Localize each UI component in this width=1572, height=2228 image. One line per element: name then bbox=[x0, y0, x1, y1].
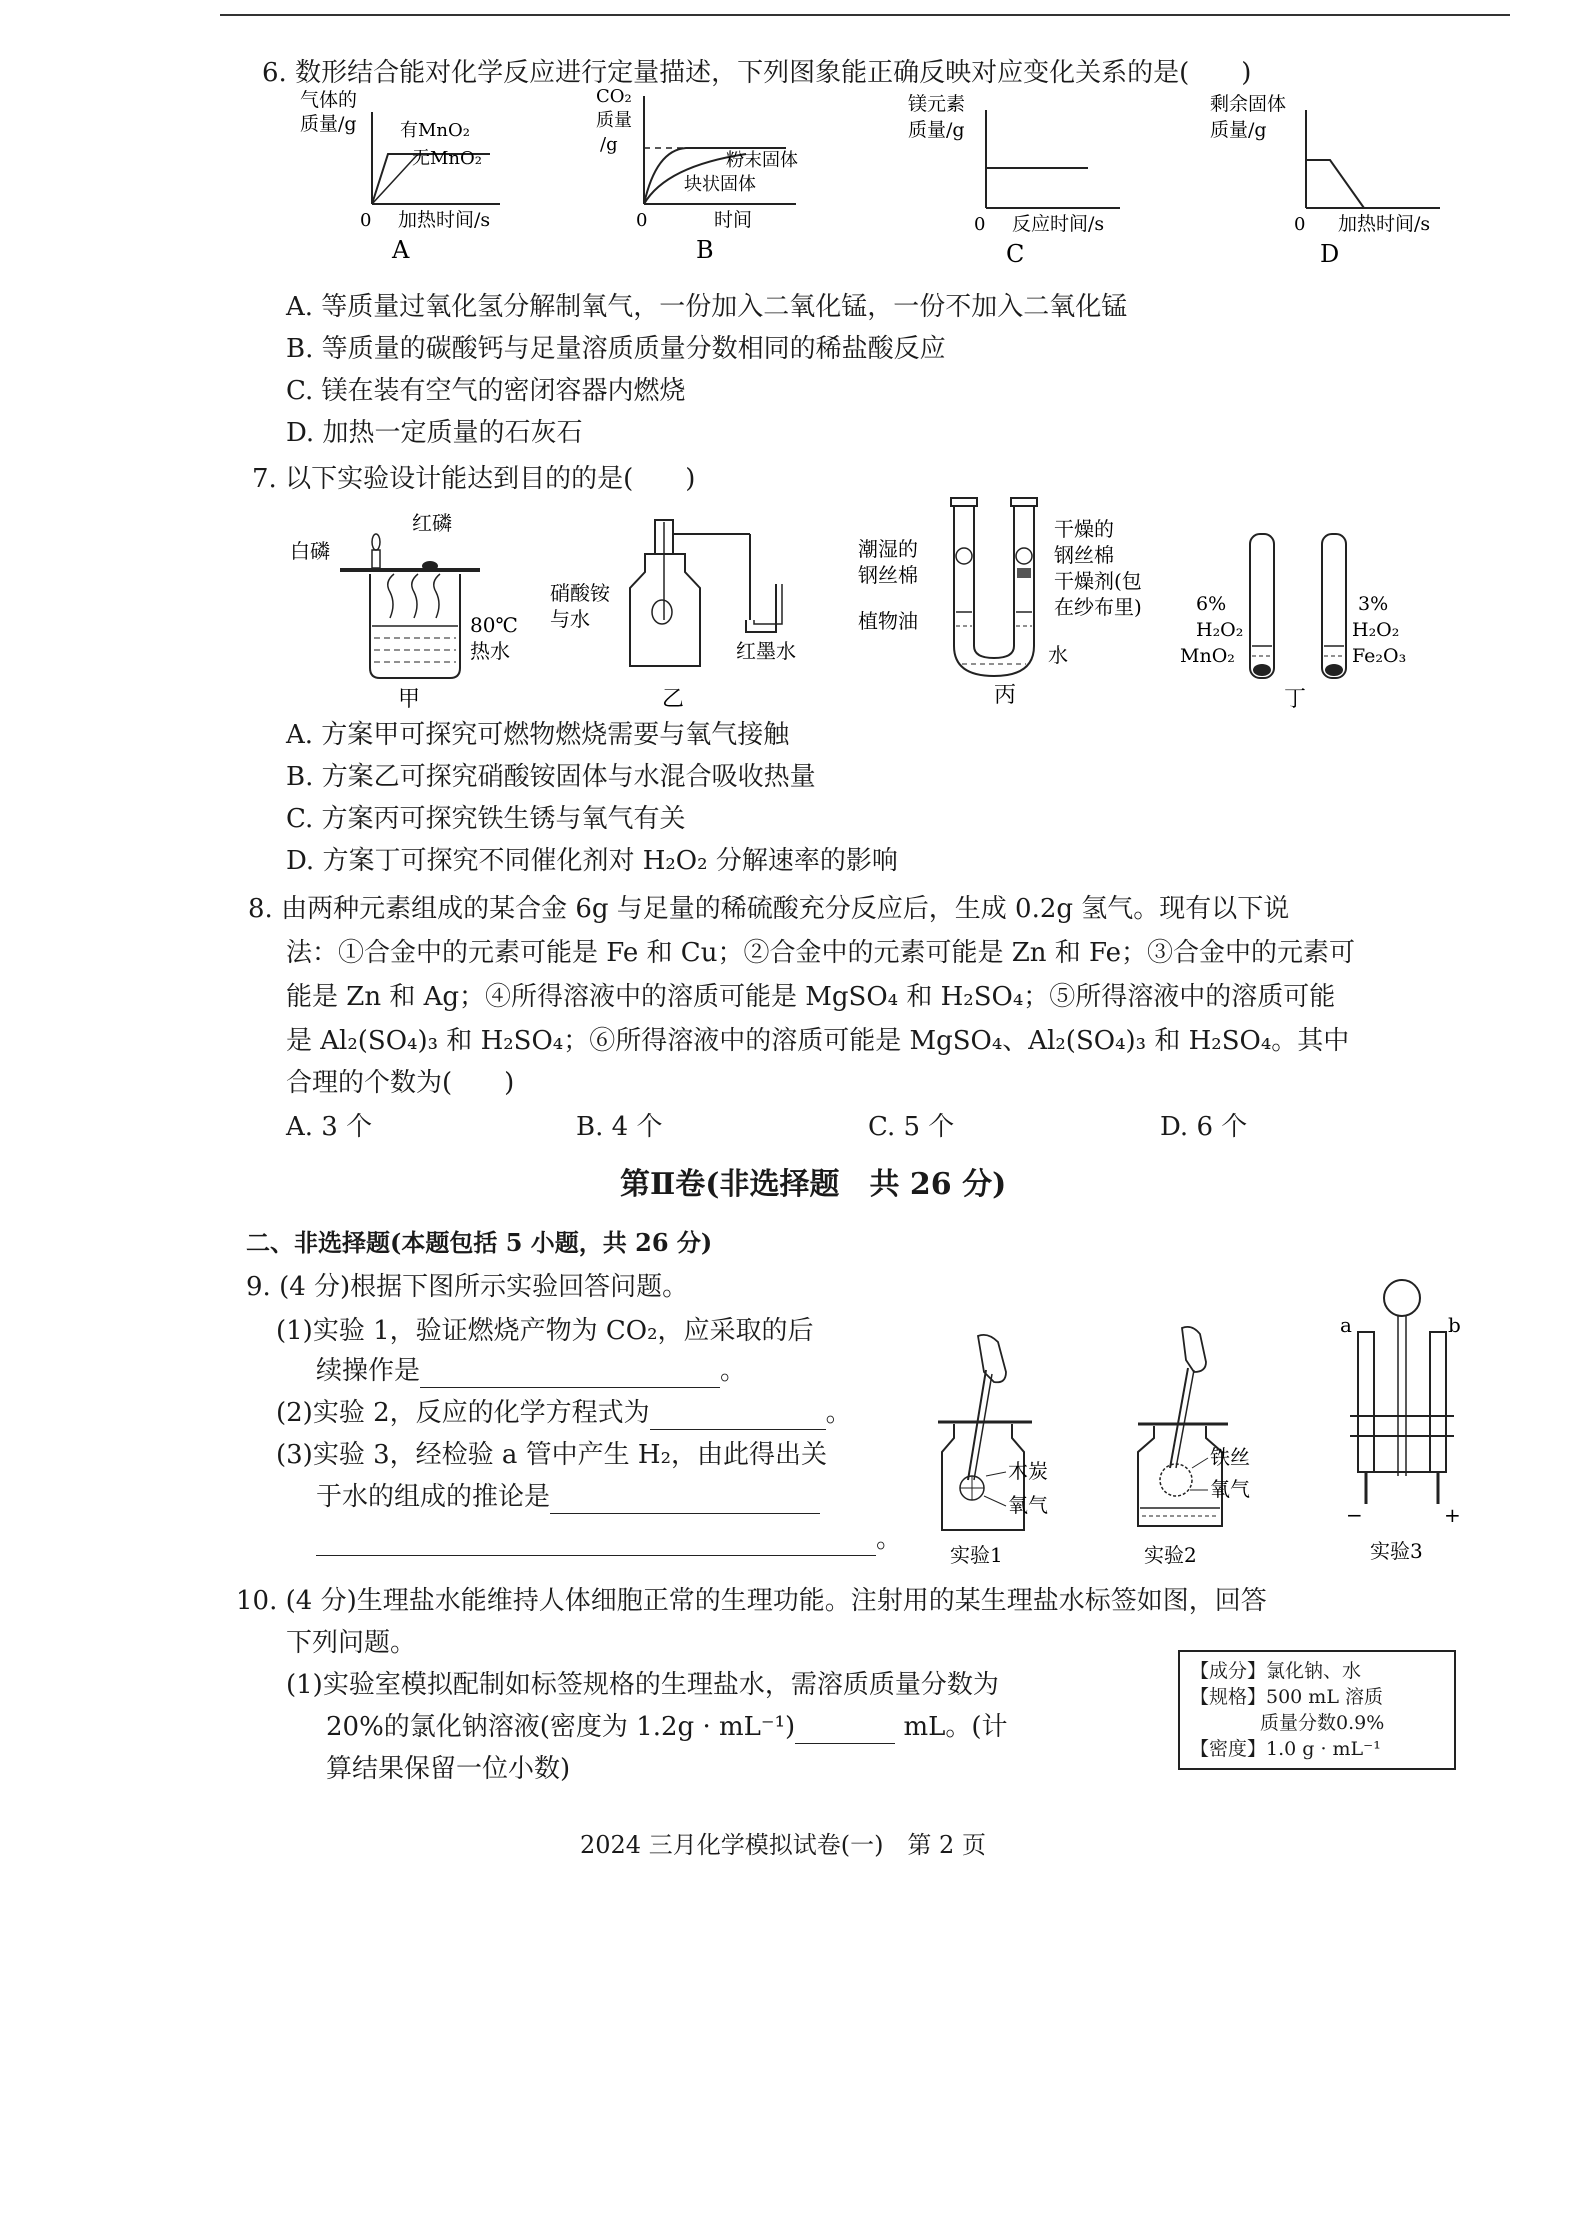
q7-option-c: C. 方案丙可探究铁生锈与氧气有关 bbox=[286, 804, 686, 834]
fig-bing-label1: 潮湿的 bbox=[858, 537, 918, 561]
q8-line2: 法：①合金中的元素可能是 Fe 和 Cu；②合金中的元素可能是 Zn 和 Fe；③合金中的元素可 bbox=[286, 938, 1356, 968]
saline-label-row1: 【成分】氯化钠、水 bbox=[1190, 1660, 1362, 1682]
exp3-label-plus: + bbox=[1444, 1503, 1461, 1527]
q8-line5: 合理的个数为( ) bbox=[286, 1068, 515, 1098]
graph-c-origin: 0 bbox=[974, 214, 986, 235]
q8-line1: 8. 由两种元素组成的某合金 6g 与足量的稀硫酸充分反应后，生成 0.2g 氢气。现有以下说 bbox=[248, 894, 1290, 924]
graph-b bbox=[596, 86, 856, 262]
exp2-name: 实验2 bbox=[1144, 1543, 1197, 1567]
q9-answer3b-blank[interactable] bbox=[316, 1529, 876, 1556]
exp3-label-minus: − bbox=[1346, 1503, 1363, 1527]
graph-a-xlabel: 加热时间/s bbox=[398, 209, 491, 231]
q9-part3c-end: 。 bbox=[876, 1524, 903, 1554]
q9-part1b bbox=[316, 1354, 746, 1388]
exp2-label2: 氧气 bbox=[1210, 1477, 1250, 1501]
graph-d-xlabel: 加热时间/s bbox=[1338, 213, 1431, 235]
graph-a-letter: A bbox=[392, 236, 410, 264]
fig-ding-label1: 6% bbox=[1196, 593, 1227, 615]
q8-option-a: A. 3 个 bbox=[286, 1112, 373, 1142]
fig-bing-label2: 钢丝棉 bbox=[858, 563, 918, 587]
graph-b-curve1: 粉末固体 bbox=[726, 150, 798, 171]
section-title: 第Ⅱ卷(非选择题 共 26 分) bbox=[620, 1167, 1007, 1202]
top-rule bbox=[220, 14, 1510, 16]
q6-option-c: C. 镁在装有空气的密闭容器内燃烧 bbox=[286, 376, 686, 406]
graph-d bbox=[1210, 93, 1460, 268]
graph-d-letter: D bbox=[1320, 240, 1340, 268]
q9-answer1-blank[interactable] bbox=[420, 1361, 720, 1388]
exp1-label1: 木炭 bbox=[1008, 1459, 1048, 1483]
fig-yi-label3: 红墨水 bbox=[736, 639, 796, 663]
graph-c-xlabel: 反应时间/s bbox=[1012, 213, 1105, 235]
fig-yi bbox=[550, 508, 800, 712]
fig-jia-label3: 80℃ bbox=[470, 613, 518, 637]
fig-bing-name: 丙 bbox=[994, 683, 1017, 708]
graph-b-ylabel3: /g bbox=[600, 134, 618, 155]
q9-part1b-end: 。 bbox=[720, 1356, 747, 1386]
exp2-label1: 铁丝 bbox=[1210, 1445, 1250, 1469]
fig-ding-label3: MnO₂ bbox=[1180, 645, 1235, 667]
fig-bing bbox=[858, 496, 1188, 706]
q7-option-b: B. 方案乙可探究硝酸铵固体与水混合吸收热量 bbox=[286, 762, 816, 792]
saline-label-box bbox=[1178, 1650, 1456, 1770]
fig-yi-name: 乙 bbox=[662, 687, 685, 712]
fig-ding-label2: H₂O₂ bbox=[1196, 619, 1244, 641]
q7-option-a: A. 方案甲可探究可燃物燃烧需要与氧气接触 bbox=[286, 720, 790, 750]
graph-c-ylabel2: 质量/g bbox=[908, 119, 965, 141]
graph-d-ylabel1: 剩余固体 bbox=[1210, 93, 1287, 115]
fig-ding-label6: Fe₂O₃ bbox=[1352, 645, 1407, 667]
graph-c bbox=[908, 93, 1138, 268]
q9-part3c bbox=[316, 1522, 902, 1556]
fig-jia-label2: 红磷 bbox=[412, 511, 452, 535]
q9-answer3a-blank[interactable] bbox=[550, 1487, 820, 1514]
fig-ding-name: 丁 bbox=[1284, 687, 1307, 712]
exp3-name: 实验3 bbox=[1370, 1539, 1423, 1563]
graph-a-curve2: 无MnO₂ bbox=[412, 148, 482, 169]
fig-jia-label1: 白磷 bbox=[290, 539, 330, 563]
q6-stem: 6. 数形结合能对化学反应进行定量描述，下列图象能正确反映对应变化关系的是( ) bbox=[262, 58, 1252, 88]
q6-option-a: A. 等质量过氧化氢分解制氧气，一份加入二氧化锰，一份不加入二氧化锰 bbox=[286, 292, 1128, 322]
fig-yi-label2: 与水 bbox=[550, 607, 590, 631]
saline-label-row4: 【密度】1.0 g · mL⁻¹ bbox=[1190, 1738, 1381, 1760]
graph-c-letter: C bbox=[1006, 240, 1025, 268]
q9-part3a: (3)实验 3，经检验 a 管中产生 H₂，由此得出关 bbox=[276, 1440, 828, 1470]
graph-a-ylabel1: 气体的 bbox=[300, 89, 358, 111]
q6-option-d: D. 加热一定质量的石灰石 bbox=[286, 418, 583, 448]
saline-label-row3: 质量分数0.9% bbox=[1260, 1712, 1385, 1734]
q10-part1a: (1)实验室模拟配制如标签规格的生理盐水，需溶质质量分数为 bbox=[286, 1670, 999, 1700]
fig-bing-label8: 水 bbox=[1048, 643, 1068, 667]
graph-b-ylabel1: CO₂ bbox=[596, 86, 632, 107]
graph-b-xlabel: 时间 bbox=[714, 209, 753, 231]
q10-line2: 下列问题。 bbox=[286, 1628, 417, 1658]
fig-ding-label4: 3% bbox=[1358, 593, 1389, 615]
exp1-figure bbox=[920, 1330, 1100, 1570]
fig-bing-label7: 在纱布里) bbox=[1054, 595, 1142, 619]
q9-answer2-blank[interactable] bbox=[650, 1403, 826, 1430]
section-subtitle: 二、非选择题(本题包括 5 小题，共 26 分) bbox=[246, 1228, 713, 1257]
graph-b-curve2: 块状固体 bbox=[684, 174, 756, 195]
q8-line4: 是 Al₂(SO₄)₃ 和 H₂SO₄；⑥所得溶液中的溶质可能是 MgSO₄、Al₂(SO₄)₃ 和 H₂SO₄。其中 bbox=[286, 1026, 1350, 1056]
graph-c-ylabel1: 镁元素 bbox=[908, 93, 966, 115]
exp1-label2: 氧气 bbox=[1008, 1493, 1048, 1517]
graph-a-curve1: 有MnO₂ bbox=[400, 120, 470, 141]
fig-yi-label1: 硝酸铵 bbox=[550, 581, 610, 605]
q8-option-b: B. 4 个 bbox=[576, 1112, 663, 1142]
q10-line1: 10. (4 分)生理盐水能维持人体细胞正常的生理功能。注射用的某生理盐水标签如图，回答 bbox=[236, 1586, 1267, 1616]
fig-jia-label4: 热水 bbox=[470, 639, 510, 663]
graph-b-letter: B bbox=[696, 236, 714, 264]
exp2-figure bbox=[1118, 1318, 1298, 1568]
page-footer: 2024 三月化学模拟试卷(一) 第 2 页 bbox=[580, 1831, 986, 1859]
fig-bing-label6: 干燥剂(包 bbox=[1054, 569, 1142, 593]
q9-part3b-text: 于水的组成的推论是 bbox=[316, 1482, 551, 1512]
q9-part3b bbox=[316, 1480, 820, 1514]
fig-jia bbox=[290, 508, 518, 712]
q10-part1b bbox=[326, 1710, 1008, 1744]
exp3-label-b: b bbox=[1448, 1313, 1461, 1337]
q7-option-d: D. 方案丁可探究不同催化剂对 H₂O₂ 分解速率的影响 bbox=[286, 846, 898, 876]
q9-part2 bbox=[276, 1396, 852, 1430]
q9-part2-text: (2)实验 2，反应的化学方程式为 bbox=[276, 1398, 650, 1428]
exp3-figure bbox=[1340, 1276, 1470, 1566]
graph-a-ylabel2: 质量/g bbox=[300, 113, 357, 135]
q10-answer1-blank[interactable] bbox=[795, 1717, 895, 1744]
q8-option-d: D. 6 个 bbox=[1160, 1112, 1248, 1142]
fig-ding-label5: H₂O₂ bbox=[1352, 619, 1400, 641]
exp1-name: 实验1 bbox=[950, 1543, 1003, 1567]
graph-d-ylabel2: 质量/g bbox=[1210, 119, 1267, 141]
graph-a-origin: 0 bbox=[360, 210, 372, 231]
q10-part1d: 算结果保留一位小数) bbox=[326, 1754, 571, 1784]
fig-bing-label5: 钢丝棉 bbox=[1054, 543, 1114, 567]
fig-bing-label4: 干燥的 bbox=[1054, 517, 1114, 541]
saline-label-row2: 【规格】500 mL 溶质 bbox=[1190, 1686, 1383, 1708]
fig-bing-label3: 植物油 bbox=[858, 609, 918, 633]
graph-b-ylabel2: 质量 bbox=[596, 110, 632, 131]
q10-part1c-text: mL。(计 bbox=[903, 1712, 1008, 1742]
graph-d-origin: 0 bbox=[1294, 214, 1306, 235]
q10-part1b-text: 20%的氯化钠溶液(密度为 1.2g · mL⁻¹) bbox=[326, 1712, 796, 1742]
q8-option-c: C. 5 个 bbox=[868, 1112, 955, 1142]
graph-b-origin: 0 bbox=[636, 210, 648, 231]
q8-line3: 能是 Zn 和 Ag；④所得溶液中的溶质可能是 MgSO₄ 和 H₂SO₄；⑤所得溶液中的溶质可能 bbox=[286, 982, 1336, 1012]
q9-part2-end: 。 bbox=[825, 1398, 852, 1428]
exp3-label-a: a bbox=[1340, 1313, 1352, 1337]
q6-option-b: B. 等质量的碳酸钙与足量溶质质量分数相同的稀盐酸反应 bbox=[286, 334, 946, 364]
q7-stem: 7. 以下实验设计能达到目的的是( ) bbox=[252, 464, 696, 494]
q9-stem: 9. (4 分)根据下图所示实验回答问题。 bbox=[246, 1272, 689, 1302]
fig-ding bbox=[1180, 530, 1420, 710]
q9-part1b-text: 续操作是 bbox=[316, 1356, 421, 1386]
q9-part1a: (1)实验 1，验证燃烧产物为 CO₂，应采取的后 bbox=[276, 1316, 814, 1346]
graph-a bbox=[300, 89, 530, 264]
fig-jia-name: 甲 bbox=[398, 687, 421, 712]
